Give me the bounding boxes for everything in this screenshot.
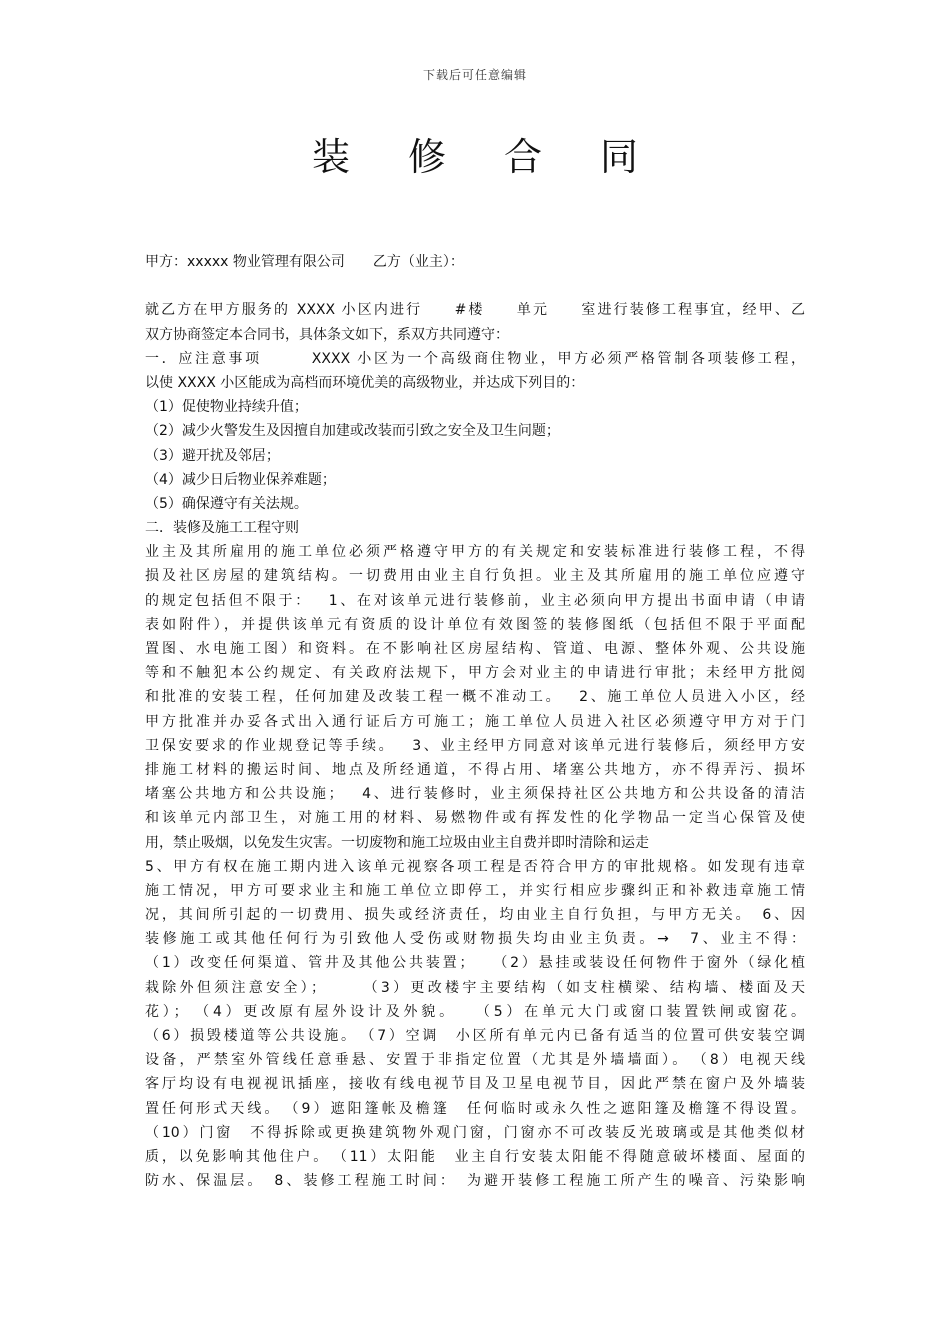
blank-line	[145, 274, 805, 298]
parties-line	[145, 250, 805, 274]
party-b: 乙方（业主）：	[372, 254, 464, 270]
text-line: 防水、保温层。 8、装修工程施工时间： 为避开装修工程施工所产生的噪音、污染影响	[145, 1173, 805, 1190]
text-line: （1）促使物业持续升值；	[145, 399, 308, 416]
text-line: 5、甲方有权在施工期内进入该单元视察各项工程是否符合甲方的审批规格。如发现有违章	[145, 858, 805, 875]
text-line: 双方协商签定本合同书，具体条文如下，系双方共同遵守：	[145, 326, 509, 343]
text-line: 栽除外但须注意安全）； （3）更改楼宇主要结构（如支柱横梁、结构墙、楼面及天	[145, 979, 805, 996]
text-line: 以使 XXXX 小区能成为高档而环境优美的高级物业，并达成下列目的：	[145, 374, 585, 391]
text-line: （1）改变任何渠道、管井及其他公共装置； （2）悬挂或装设任何物件于窗外（绿化植	[145, 955, 805, 972]
text-line: （3）避开扰及邻居；	[145, 447, 280, 464]
document-title: 装修合同	[311, 135, 696, 179]
text-line: 表如附件），并提供该单元有资质的设计单位有效图签的装修图纸（包括但不限于平面配	[145, 616, 805, 633]
party-a: 甲方：xxxxx 物业管理有限公司	[145, 254, 345, 270]
text-line: 置图、水电施工图）和资料。在不影响社区房屋结构、管道、电源、整体外观、公共设施	[145, 641, 805, 657]
text-line: 堵塞公共地方和公共设施； 4、进行装修时，业主须保持社区公共地方和公共设备的清洁	[145, 786, 805, 803]
text-line: 和该单元内部卫生，对施工用的材料、易燃物件或有挥发性的化学物品一定当心保管及使	[145, 810, 805, 827]
text-line: （5）确保遵守有关法规。	[145, 495, 308, 512]
text-line: 况，其间所引起的一切费用、损失或经济责任，均由业主自行负担，与甲方无关。 6、因	[145, 907, 805, 924]
text-line: 业主及其所雇用的施工单位必须严格遵守甲方的有关规定和安装标准进行装修工程，不得	[145, 544, 805, 561]
contract-body	[145, 250, 805, 1193]
header-note: 下载后可任意编辑	[422, 68, 527, 82]
text-line: （4）减少日后物业保养难题；	[145, 471, 336, 488]
text-line: （6）损毁楼道等公共设施。 （7）空调 小区所有单元内已备有适当的位置可供安装空调	[145, 1028, 805, 1044]
text-line: 质，以免影响其他住户。 （11）太阳能 业主自行安装太阳能不得随意破坏楼面、屋面的	[145, 1148, 805, 1165]
text-line: 施工情况，甲方可要求业主和施工单位立即停工，并实行相应步骤纠正和补救违章施工情	[145, 882, 805, 899]
text-line: 损及社区房屋的建筑结构。一切费用由业主自行负担。业主及其所雇用的施工单位应遵守	[145, 568, 805, 585]
text-line: 客厅均设有电视视讯插座，接收有线电视节目及卫星电视节目，因此严禁在窗户及外墙装	[145, 1076, 805, 1093]
text-line: 用，禁止吸烟，以免发生灾害。一切废物和施工垃圾由业主自费并即时清除和运走	[145, 834, 649, 851]
text-line: 花）； （4）更改原有屋外设计及外貌。 （5）在单元大门或窗口装置铁闸或窗花。	[145, 1003, 805, 1020]
text-line: 装修施工或其他任何行为引致他人受伤或财物损失均由业主负责。→ 7、业主不得：	[145, 931, 805, 948]
text-line: 置任何形式天线。 （9）遮阳篷帐及檐篷 任何临时或永久性之遮阳篷及檐篷不得设置。	[145, 1100, 805, 1117]
text-line: 的规定包括但不限于： 1、在对该单元进行装修前，业主必须向甲方提出书面申请（申请	[145, 592, 805, 609]
text-line: 一．应注意事项 XXXX 小区为一个高级商住物业，甲方必须严格管制各项装修工程，	[145, 350, 805, 367]
text-line: 设备，严禁室外管线任意垂悬、安置于非指定位置（尤其是外墙墙面）。 （8）电视天线	[145, 1052, 805, 1069]
text-line: （10）门窗 不得拆除或更换建筑物外观门窗，门窗亦不可改装反光玻璃或是其他类似材	[145, 1124, 805, 1141]
contract-lines	[145, 298, 805, 1193]
text-line: 和批准的安装工程，任何加建及改装工程一概不准动工。 2、施工单位人员进入小区，经	[145, 689, 805, 706]
text-line: 排施工材料的搬运时间、地点及所经通道，不得占用、堵塞公共地方，亦不得弄污、损坏	[145, 761, 805, 778]
text-line: （2）减少火警发生及因擅自加建或改装而引致之安全及卫生问题；	[145, 423, 560, 440]
text-line: 等和不触犯本公约规定、有关政府法规下，甲方会对业主的申请进行审批；未经甲方批阅	[145, 665, 805, 682]
text-line: 二．装修及施工工程守则	[145, 520, 299, 537]
text-line: 就乙方在甲方服务的 XXXX 小区内进行 #楼 单元 室进行装修工程事宜，经甲、乙	[145, 302, 805, 319]
text-line: 甲方批准并办妥各式出入通行证后方可施工；施工单位人员进入社区必须遵守甲方对于门	[145, 713, 805, 730]
text-line: 卫保安要求的作业规登记等手续。 3、业主经甲方同意对该单元进行装修后，须经甲方安	[145, 737, 805, 754]
